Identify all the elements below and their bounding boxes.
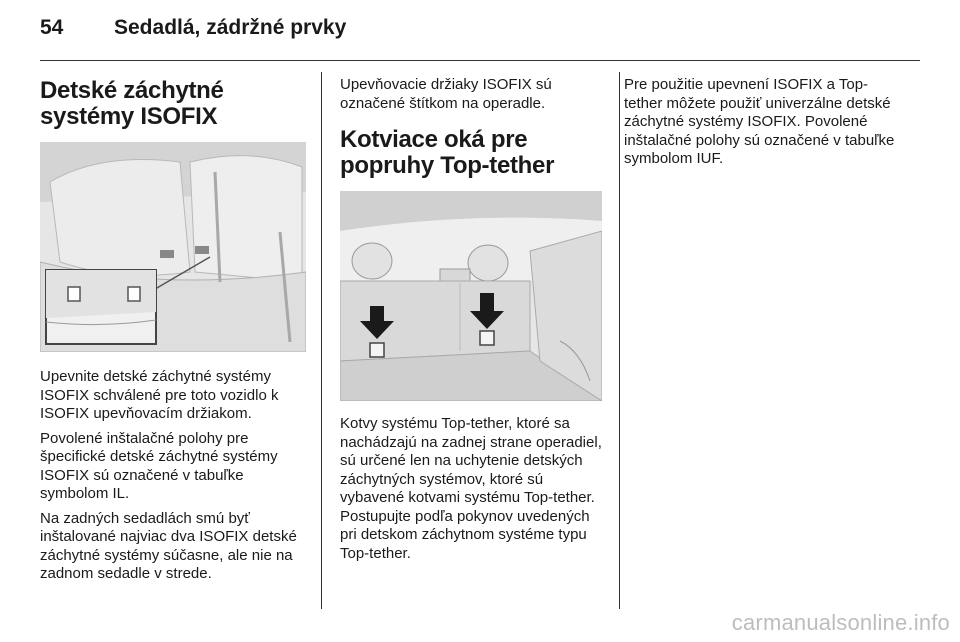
column-isofix — [40, 72, 306, 590]
isofix-paragraph-1: Upevnite detské záchytné systémy ISOFIX schválené pre toto vozidlo k ISOFIX upevňovacím držiakom. — [40, 368, 279, 422]
column-universal — [624, 72, 904, 175]
page-header — [40, 16, 346, 46]
isofix-paragraph-2: Povolené inštalačné polohy pre špecifické detské záchytné systémy ISOFIX sú označené v tabuľke symbolom IL. — [40, 429, 278, 502]
chapter-title: Sedadlá, zádržné prvky — [114, 16, 347, 39]
page-number: 54 — [40, 16, 64, 39]
isofix-paragraph-3: Na zadných sedadlách smú byť inštalované najviac dva ISOFIX detské záchytné systémy súčasne, ale nie na zadnom sedadle v strede. — [40, 509, 297, 582]
column-divider — [619, 72, 620, 609]
universal-isofix-paragraph: Pre použitie upevnení ISOFIX a Top-tether môžete použiť univerzálne detské záchytné systémy ISOFIX. Povolené inštalačné polohy sú označené v tabuľke symbolom IUF. — [624, 76, 895, 167]
column-divider — [321, 72, 322, 609]
isofix-seat-illustration — [40, 142, 306, 352]
header-rule — [40, 60, 920, 61]
watermark: carmanualsonline.info — [731, 610, 950, 635]
isofix-label-note: Upevňovacie držiaky ISOFIX sú označené štítkom na operadle. — [340, 76, 552, 112]
column-top-tether — [340, 72, 606, 569]
section-heading-isofix: Detské záchytné systémy ISOFIX — [40, 77, 224, 130]
top-tether-cargo-illustration — [340, 191, 602, 401]
section-heading-top-tether: Kotviace oká pre popruhy Top-tether — [340, 126, 555, 179]
top-tether-paragraph: Kotvy systému Top-tether, ktoré sa nachádzajú na zadnej strane operadiel, sú určené len na uchytenie detských záchytných systémov, ktoré sú vybavené kotvami systému Top-tether. Postupujte podľa pokynov uvedených pri detskom záchytnom systéme typu Top-tether. — [340, 415, 602, 562]
